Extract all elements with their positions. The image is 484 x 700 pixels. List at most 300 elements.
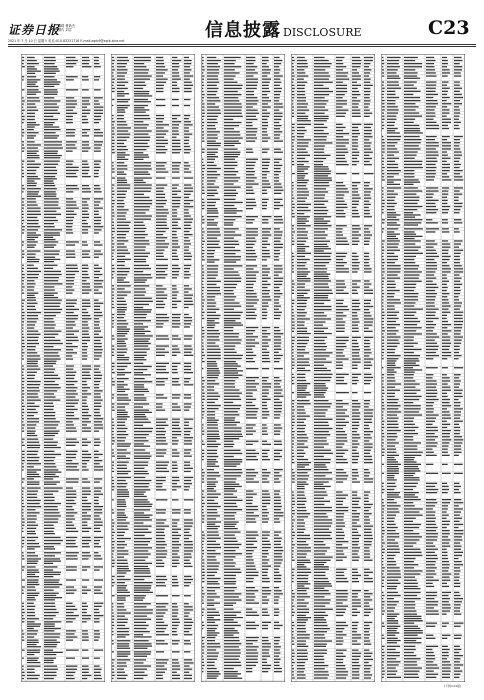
cell-text xyxy=(364,478,373,479)
cell-text xyxy=(246,596,256,597)
cell-text xyxy=(94,161,101,162)
cell-text xyxy=(246,268,254,269)
cell-text xyxy=(202,190,204,191)
cell-text xyxy=(292,136,295,137)
cell-text xyxy=(274,312,282,313)
cell-text xyxy=(246,358,253,359)
cell-text xyxy=(27,439,38,440)
cell-text xyxy=(207,137,218,138)
cell-text xyxy=(44,474,56,475)
cell-text xyxy=(207,596,220,597)
cell-text xyxy=(274,253,280,254)
cell-text xyxy=(336,231,342,232)
cell-text xyxy=(336,228,343,229)
cell-text xyxy=(274,131,282,132)
cell-text xyxy=(207,656,218,657)
cell-text xyxy=(22,463,24,464)
cell-text xyxy=(224,652,241,653)
cell-text xyxy=(297,164,304,165)
cell-text xyxy=(66,421,73,422)
cell-text xyxy=(262,566,271,567)
cell-text xyxy=(297,268,308,269)
cell-text xyxy=(134,419,148,420)
cell-text xyxy=(297,118,308,119)
cell-text xyxy=(314,72,329,73)
cell-text xyxy=(22,57,24,58)
cell-text xyxy=(364,79,371,80)
cell-text xyxy=(202,643,204,644)
cell-text xyxy=(207,652,219,653)
cell-text xyxy=(202,315,204,316)
cell-text xyxy=(82,481,90,482)
cell-text xyxy=(352,94,360,95)
cell-text xyxy=(184,553,191,554)
cell-text xyxy=(262,538,268,539)
cell-text xyxy=(44,361,57,362)
cell-text xyxy=(314,116,329,117)
cell-text xyxy=(224,238,234,239)
cell-text xyxy=(336,590,348,591)
cell-text xyxy=(66,418,79,419)
cell-text xyxy=(112,243,114,244)
cell-text xyxy=(27,472,37,473)
cell-text xyxy=(336,392,349,393)
cell-text xyxy=(297,387,307,388)
cell-text xyxy=(336,303,343,304)
cell-text xyxy=(82,586,87,587)
cell-text xyxy=(352,358,361,359)
cell-text xyxy=(297,155,310,156)
cell-text xyxy=(134,499,148,500)
cell-text xyxy=(314,522,332,523)
cell-text xyxy=(352,403,361,404)
cell-text xyxy=(314,85,323,86)
cell-text xyxy=(202,662,204,663)
cell-text xyxy=(314,456,324,457)
cell-text xyxy=(172,200,180,201)
cell-text xyxy=(292,287,294,288)
cell-text xyxy=(352,447,358,448)
cell-text xyxy=(27,57,35,58)
cell-text xyxy=(297,550,311,551)
cell-text xyxy=(202,411,205,412)
cell-text xyxy=(364,185,369,186)
cell-text xyxy=(352,637,361,638)
cell-text xyxy=(172,563,180,564)
cell-text xyxy=(336,504,343,505)
cell-text xyxy=(364,637,369,638)
cell-text xyxy=(292,216,295,217)
cell-text xyxy=(156,425,168,426)
cell-text xyxy=(202,202,205,203)
cell-text xyxy=(44,297,58,298)
cell-text xyxy=(22,375,24,376)
cell-text xyxy=(364,213,370,214)
cell-text xyxy=(364,116,370,117)
cell-text xyxy=(297,312,307,313)
cell-text xyxy=(44,654,56,655)
cell-text xyxy=(314,136,327,137)
cell-text xyxy=(134,363,143,364)
cell-text xyxy=(352,416,360,417)
cell-text xyxy=(207,562,220,563)
cell-text xyxy=(202,556,203,557)
cell-text xyxy=(274,603,279,604)
cell-text xyxy=(94,546,101,547)
cell-text xyxy=(314,619,326,620)
cell-text xyxy=(156,471,169,472)
cell-text xyxy=(292,231,295,232)
cell-text xyxy=(297,333,311,334)
cell-text xyxy=(246,110,258,111)
cell-text xyxy=(314,481,329,482)
cell-text xyxy=(207,659,217,660)
cell-text xyxy=(184,307,189,308)
cell-text xyxy=(262,434,268,435)
cell-text xyxy=(314,133,329,134)
cell-text xyxy=(336,572,344,573)
cell-text xyxy=(172,184,179,185)
cell-text xyxy=(297,412,306,413)
cell-text xyxy=(172,345,178,346)
cell-text xyxy=(207,103,215,104)
cell-text xyxy=(364,241,370,242)
cell-text xyxy=(336,152,348,153)
cell-text xyxy=(292,593,295,594)
cell-text xyxy=(184,643,191,644)
cell-text xyxy=(314,75,330,76)
cell-text xyxy=(224,97,238,98)
cell-text xyxy=(44,229,62,230)
cell-text xyxy=(27,372,37,373)
cell-text xyxy=(336,188,348,189)
cell-text xyxy=(297,358,310,359)
cell-text xyxy=(66,678,75,679)
cell-text xyxy=(224,427,242,428)
cell-text xyxy=(94,334,99,335)
cell-text xyxy=(117,522,130,523)
cell-text xyxy=(262,393,269,394)
cell-text xyxy=(94,122,99,123)
cell-text xyxy=(352,85,361,86)
cell-text xyxy=(292,139,295,140)
cell-text xyxy=(117,471,131,472)
cell-text xyxy=(292,522,294,523)
cell-text xyxy=(112,60,115,61)
cell-text xyxy=(292,553,293,554)
cell-text xyxy=(172,634,178,635)
cell-text xyxy=(94,343,102,344)
cell-text xyxy=(297,300,307,301)
cell-text xyxy=(274,472,279,473)
cell-text xyxy=(274,330,280,331)
cell-text xyxy=(66,170,79,171)
cell-text xyxy=(352,406,360,407)
cell-text xyxy=(246,72,258,73)
cell-text xyxy=(314,256,330,257)
cell-text xyxy=(172,130,179,131)
cell-text xyxy=(117,345,126,346)
cell-text xyxy=(94,415,101,416)
cell-text xyxy=(134,544,148,545)
cell-text xyxy=(117,622,128,623)
cell-text xyxy=(262,396,267,397)
cell-text xyxy=(156,659,169,660)
cell-text xyxy=(224,478,237,479)
cell-text xyxy=(112,259,114,260)
cell-text xyxy=(262,219,268,220)
cell-text xyxy=(184,428,193,429)
cell-text xyxy=(297,91,305,92)
cell-text xyxy=(66,167,79,168)
cell-text xyxy=(22,675,25,676)
cell-text xyxy=(82,268,89,269)
cell-text xyxy=(184,456,192,457)
cell-text xyxy=(117,391,125,392)
cell-text xyxy=(314,69,325,70)
cell-text xyxy=(117,582,125,583)
cell-text xyxy=(27,116,35,117)
cell-text xyxy=(207,434,219,435)
cell-text xyxy=(117,501,126,502)
cell-text xyxy=(94,340,100,341)
cell-text xyxy=(27,185,36,186)
cell-text xyxy=(274,643,279,644)
cell-text xyxy=(246,159,258,160)
cell-text xyxy=(207,250,215,251)
cell-text xyxy=(156,253,163,254)
cell-text xyxy=(82,204,88,205)
cell-text xyxy=(22,531,24,532)
cell-text xyxy=(44,442,58,443)
cell-text xyxy=(184,134,192,135)
cell-text xyxy=(112,171,115,172)
cell-text xyxy=(207,365,217,366)
cell-text xyxy=(274,128,280,129)
cell-text xyxy=(336,380,344,381)
cell-text xyxy=(82,164,88,165)
cell-text xyxy=(184,137,189,138)
cell-text xyxy=(352,491,357,492)
cell-text xyxy=(117,452,131,453)
cell-text xyxy=(82,232,88,233)
cell-text xyxy=(156,381,165,382)
cell-text xyxy=(117,95,125,96)
cell-text xyxy=(94,543,99,544)
cell-text xyxy=(44,137,57,138)
cell-text xyxy=(207,159,215,160)
cell-text xyxy=(134,491,146,492)
cell-text xyxy=(134,522,144,523)
cell-text xyxy=(262,547,271,548)
cell-text xyxy=(246,100,259,101)
cell-text xyxy=(66,57,75,58)
cell-text xyxy=(292,625,295,626)
cell-text xyxy=(352,431,357,432)
cell-text xyxy=(262,402,267,403)
cell-text xyxy=(207,82,219,83)
cell-text xyxy=(134,414,145,415)
cell-text xyxy=(336,355,345,356)
cell-text xyxy=(172,449,177,450)
cell-text xyxy=(292,103,294,104)
cell-text xyxy=(44,537,61,538)
cell-text xyxy=(156,191,163,192)
cell-text xyxy=(94,478,102,479)
cell-text xyxy=(94,593,103,594)
cell-text xyxy=(156,140,168,141)
cell-text xyxy=(134,331,151,332)
cell-text xyxy=(82,518,91,519)
cell-text xyxy=(27,283,36,284)
cell-text xyxy=(262,646,271,647)
cell-text xyxy=(82,669,89,670)
cell-text xyxy=(274,612,279,613)
cell-text xyxy=(297,532,304,533)
cell-text xyxy=(184,152,190,153)
cell-text xyxy=(66,223,73,224)
cell-text xyxy=(172,146,180,147)
cell-text xyxy=(184,79,190,80)
cell-text xyxy=(224,205,234,206)
cell-text xyxy=(207,578,221,579)
cell-text xyxy=(134,651,151,652)
cell-text xyxy=(134,609,153,610)
cell-text xyxy=(292,66,294,67)
cell-text xyxy=(156,314,167,315)
cell-text xyxy=(292,63,293,64)
cell-text xyxy=(172,209,177,210)
cell-text xyxy=(134,386,144,387)
cell-text xyxy=(44,129,61,130)
cell-text xyxy=(44,241,58,242)
cell-text xyxy=(314,63,332,64)
cell-text xyxy=(112,579,114,580)
cell-text xyxy=(22,396,24,397)
cell-text xyxy=(297,547,311,548)
cell-text xyxy=(184,222,192,223)
cell-text xyxy=(27,378,34,379)
cell-text xyxy=(364,133,371,134)
cell-text xyxy=(224,259,241,260)
disclosure-table-area xyxy=(21,54,465,682)
cell-text xyxy=(314,377,331,378)
cell-text xyxy=(27,463,41,464)
cell-text xyxy=(262,141,268,142)
cell-text xyxy=(297,557,306,558)
cell-text xyxy=(364,300,371,301)
cell-text xyxy=(314,510,332,511)
cell-text xyxy=(202,253,204,254)
cell-text xyxy=(202,506,204,507)
cell-text xyxy=(274,346,281,347)
cell-text xyxy=(274,541,281,542)
cell-text xyxy=(112,538,114,539)
cell-text xyxy=(364,253,369,254)
cell-text xyxy=(172,471,177,472)
cell-text xyxy=(246,253,256,254)
cell-text xyxy=(224,372,238,373)
cell-text xyxy=(184,271,189,272)
cell-text xyxy=(156,268,168,269)
cell-text xyxy=(66,286,72,287)
cell-text xyxy=(224,550,235,551)
cell-text xyxy=(22,500,24,501)
cell-text xyxy=(112,355,114,356)
cell-text xyxy=(184,640,190,641)
cell-text xyxy=(207,208,217,209)
cell-text xyxy=(22,201,24,202)
cell-text xyxy=(66,321,75,322)
cell-text xyxy=(27,126,35,127)
cell-text xyxy=(94,609,99,610)
cell-text xyxy=(156,134,166,135)
cell-text xyxy=(117,473,128,474)
cell-text xyxy=(297,234,307,235)
cell-text xyxy=(134,177,152,178)
cell-text xyxy=(297,440,307,441)
cell-text xyxy=(134,240,149,241)
cell-text xyxy=(27,660,38,661)
cell-text xyxy=(207,199,220,200)
cell-text xyxy=(117,597,126,598)
cell-text xyxy=(94,349,103,350)
cell-text xyxy=(94,487,102,488)
cell-text xyxy=(184,532,189,533)
cell-text xyxy=(172,483,177,484)
cell-text xyxy=(66,590,77,591)
cell-text xyxy=(22,312,25,313)
cell-text xyxy=(224,110,242,111)
cell-text xyxy=(184,499,193,500)
cell-text xyxy=(297,484,308,485)
cell-text xyxy=(134,619,151,620)
cell-text xyxy=(262,299,271,300)
cell-text xyxy=(184,277,189,278)
cell-text xyxy=(22,424,25,425)
cell-text xyxy=(274,205,283,206)
cell-text xyxy=(66,201,76,202)
cell-text xyxy=(224,261,236,262)
cell-text xyxy=(27,135,36,136)
cell-text xyxy=(292,72,294,73)
cell-text xyxy=(336,280,345,281)
cell-text xyxy=(134,600,143,601)
cell-text xyxy=(66,161,73,162)
cell-text xyxy=(352,328,359,329)
cell-text xyxy=(112,124,114,125)
cell-text xyxy=(292,82,293,83)
cell-text xyxy=(352,478,357,479)
cell-text xyxy=(352,293,358,294)
cell-text xyxy=(202,431,204,432)
cell-text xyxy=(22,421,24,422)
cell-text xyxy=(292,145,294,146)
cell-text xyxy=(27,555,38,556)
cell-text xyxy=(364,100,370,101)
cell-text xyxy=(364,127,371,128)
cell-text xyxy=(207,637,215,638)
cell-text xyxy=(202,424,204,425)
cell-text xyxy=(134,384,144,385)
cell-text xyxy=(207,405,221,406)
cell-text xyxy=(184,115,190,116)
cell-text xyxy=(117,579,131,580)
cell-text xyxy=(44,509,58,510)
cell-text xyxy=(44,110,58,111)
cell-text xyxy=(172,640,180,641)
cell-text xyxy=(184,634,192,635)
